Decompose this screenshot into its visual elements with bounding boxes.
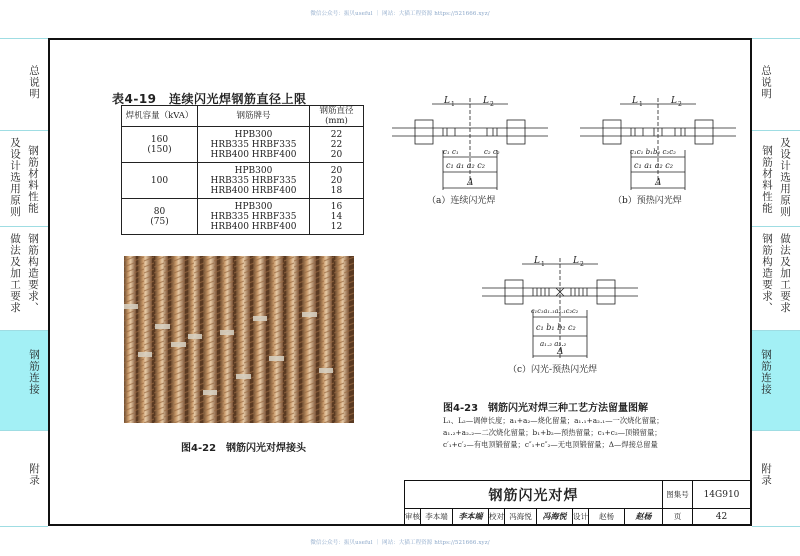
tab-label: 钢筋材料性能 (761, 145, 773, 214)
col-header-diameter: 钢筋直径(mm) (310, 106, 364, 127)
svg-text:L: L (632, 96, 638, 106)
svg-text:Δ: Δ (557, 347, 564, 357)
tab-label: 附录 (760, 463, 772, 486)
tab-label: 总说明 (28, 65, 40, 100)
svg-text:c₁ b₁ b₂ c₂: c₁ b₁ b₂ c₂ (536, 323, 576, 332)
svg-text:c₁ a₁ a₂ c₂: c₁ a₁ a₂ c₂ (634, 161, 673, 170)
diameter-cell: 22 22 20 (310, 127, 364, 163)
svg-text:L: L (483, 96, 489, 106)
svg-text:c₁c₁ b₁b₂ c₂c₂: c₁c₁ b₁b₂ c₂c₂ (630, 148, 676, 156)
grade-cell: HPB300 HRB335 HRBF335 HRB400 HRBF400 (198, 163, 310, 199)
grade-cell: HPB300 HRB335 HRBF335 HRB400 HRBF400 (198, 127, 310, 163)
atlas-number: 14G910 (693, 481, 751, 509)
svg-text:c₁ a₁ a₂ c₂: c₁ a₁ a₂ c₂ (446, 161, 485, 170)
svg-text:L: L (534, 256, 540, 266)
tab-appendix[interactable] (0, 430, 48, 526)
tab-label: 附录 (28, 463, 40, 486)
svg-text:2: 2 (490, 101, 494, 108)
tab-materials[interactable] (0, 130, 48, 226)
check-label: 校对 (489, 509, 505, 525)
tab-appendix[interactable] (752, 430, 800, 526)
svg-text:2: 2 (580, 261, 584, 268)
diagram-c-flash-preheat-flash (482, 256, 638, 358)
designer-signature: 赵杨 (625, 509, 663, 525)
drawing-title: 钢筋闪光对焊 (405, 481, 663, 509)
review-label: 审核 (405, 509, 421, 525)
svg-text:c₁ c₁: c₁ c₁ (443, 148, 459, 156)
table-row (122, 127, 364, 163)
checker-name: 冯海悦 (505, 509, 537, 525)
tab-divider (752, 526, 800, 527)
svg-text:2: 2 (678, 101, 682, 108)
capacity-cell: 80 (75) (122, 199, 198, 235)
left-section-tabs (0, 38, 48, 526)
page-number: 42 (693, 509, 751, 525)
sub-caption-b: （b）预热闪光焊 (613, 196, 682, 206)
col-header-capacity: 焊机容量（kVA） (122, 106, 198, 127)
tab-label: 钢筋连接 (760, 349, 772, 395)
tab-rebar-connection[interactable] (0, 330, 48, 430)
figure-4-22-caption: 图4-22 钢筋闪光对焊接头 (181, 443, 307, 454)
svg-text:1: 1 (451, 101, 455, 108)
checker-signature: 冯海悦 (537, 509, 573, 525)
tab-label: 钢筋构造要求、 (27, 233, 39, 314)
table-row (122, 163, 364, 199)
tab-label: 做法及加工要求 (9, 233, 21, 314)
tab-label: 做法及加工要求 (779, 233, 791, 314)
diameter-cell: 16 14 12 (310, 199, 364, 235)
title-block (404, 480, 750, 524)
design-label: 设计 (573, 509, 589, 525)
svg-text:c₂ c₂: c₂ c₂ (484, 148, 500, 156)
reviewer-signature: 李本端 (453, 509, 489, 525)
svg-text:L: L (444, 96, 450, 106)
svg-text:1: 1 (639, 101, 643, 108)
tab-label: 钢筋构造要求、 (761, 233, 773, 314)
tab-detailing[interactable] (0, 226, 48, 330)
watermark-bottom: 微信公众号：振贝useful ｜ 网站：大猫工程资源 https://521666.xyz/ (310, 540, 490, 546)
svg-text:L: L (671, 96, 677, 106)
capacity-cell: 160 (150) (122, 127, 198, 163)
svg-text:a₁.₂ a₂.₂: a₁.₂ a₂.₂ (540, 340, 567, 348)
sub-caption-a: （a）连续闪光焊 (427, 196, 496, 206)
diameter-cell: 20 20 18 (310, 163, 364, 199)
legend-line: L₁、L₂—调伸长度；a₁+a₂—烧化留量；a₁.₁+a₂.₁—一次烧化留量； (443, 416, 664, 425)
svg-text:1: 1 (541, 261, 545, 268)
atlas-label: 图集号 (663, 481, 693, 509)
svg-text:Δ: Δ (467, 178, 474, 188)
legend-line: c′₁+c′₂—有电顶锻留量；c″₁+c″₂—无电顶锻留量；Δ—焊接总留量 (443, 440, 658, 449)
tab-label: 及设计选用原则 (9, 137, 21, 218)
figure-legend (443, 415, 664, 451)
rebar-weld-photo (124, 256, 354, 423)
designer-name: 赵杨 (589, 509, 625, 525)
tab-label: 及设计选用原则 (779, 137, 791, 218)
sub-caption-c: （c）闪光-预热闪光焊 (508, 365, 598, 375)
diagram-b-preheat-flash (580, 96, 736, 190)
svg-text:L: L (573, 256, 579, 266)
col-header-grade: 钢筋牌号 (198, 106, 310, 127)
watermark-top: 微信公众号：振贝useful ｜ 网站：大猫工程资源 https://521666.xyz/ (310, 11, 490, 17)
page-label: 页 (663, 509, 693, 525)
legend-line: a₁.₂+a₂.₂—二次烧化留量；b₁+b₂—预热留量；c₁+c₂—顶锻留量； (443, 428, 662, 437)
tab-general-notes[interactable] (0, 38, 48, 130)
table-row (122, 199, 364, 235)
capacity-cell: 100 (122, 163, 198, 199)
svg-text:Δ: Δ (655, 178, 662, 188)
tab-label: 钢筋连接 (28, 349, 40, 395)
tab-label: 钢筋材料性能 (27, 145, 39, 214)
figure-4-23-caption: 图4-23 钢筋闪光对焊三种工艺方法留量图解 (443, 403, 649, 414)
flash-butt-weld-diagrams (380, 88, 760, 388)
table-title: 表4-19 连续闪光焊钢筋直径上限 (112, 92, 307, 106)
grade-cell: HPB300 HRB335 HRBF335 HRB400 HRBF400 (198, 199, 310, 235)
tab-divider (0, 526, 48, 527)
tab-label: 总说明 (760, 65, 772, 100)
table-header-row (122, 106, 364, 127)
diagram-a-continuous-flash (392, 96, 548, 190)
svg-text:c₁c₁a₁.₁a₂.₁c₂c₂: c₁c₁a₁.₁a₂.₁c₂c₂ (531, 307, 579, 315)
reviewer-name: 李本端 (421, 509, 453, 525)
diameter-limit-table (121, 105, 364, 235)
